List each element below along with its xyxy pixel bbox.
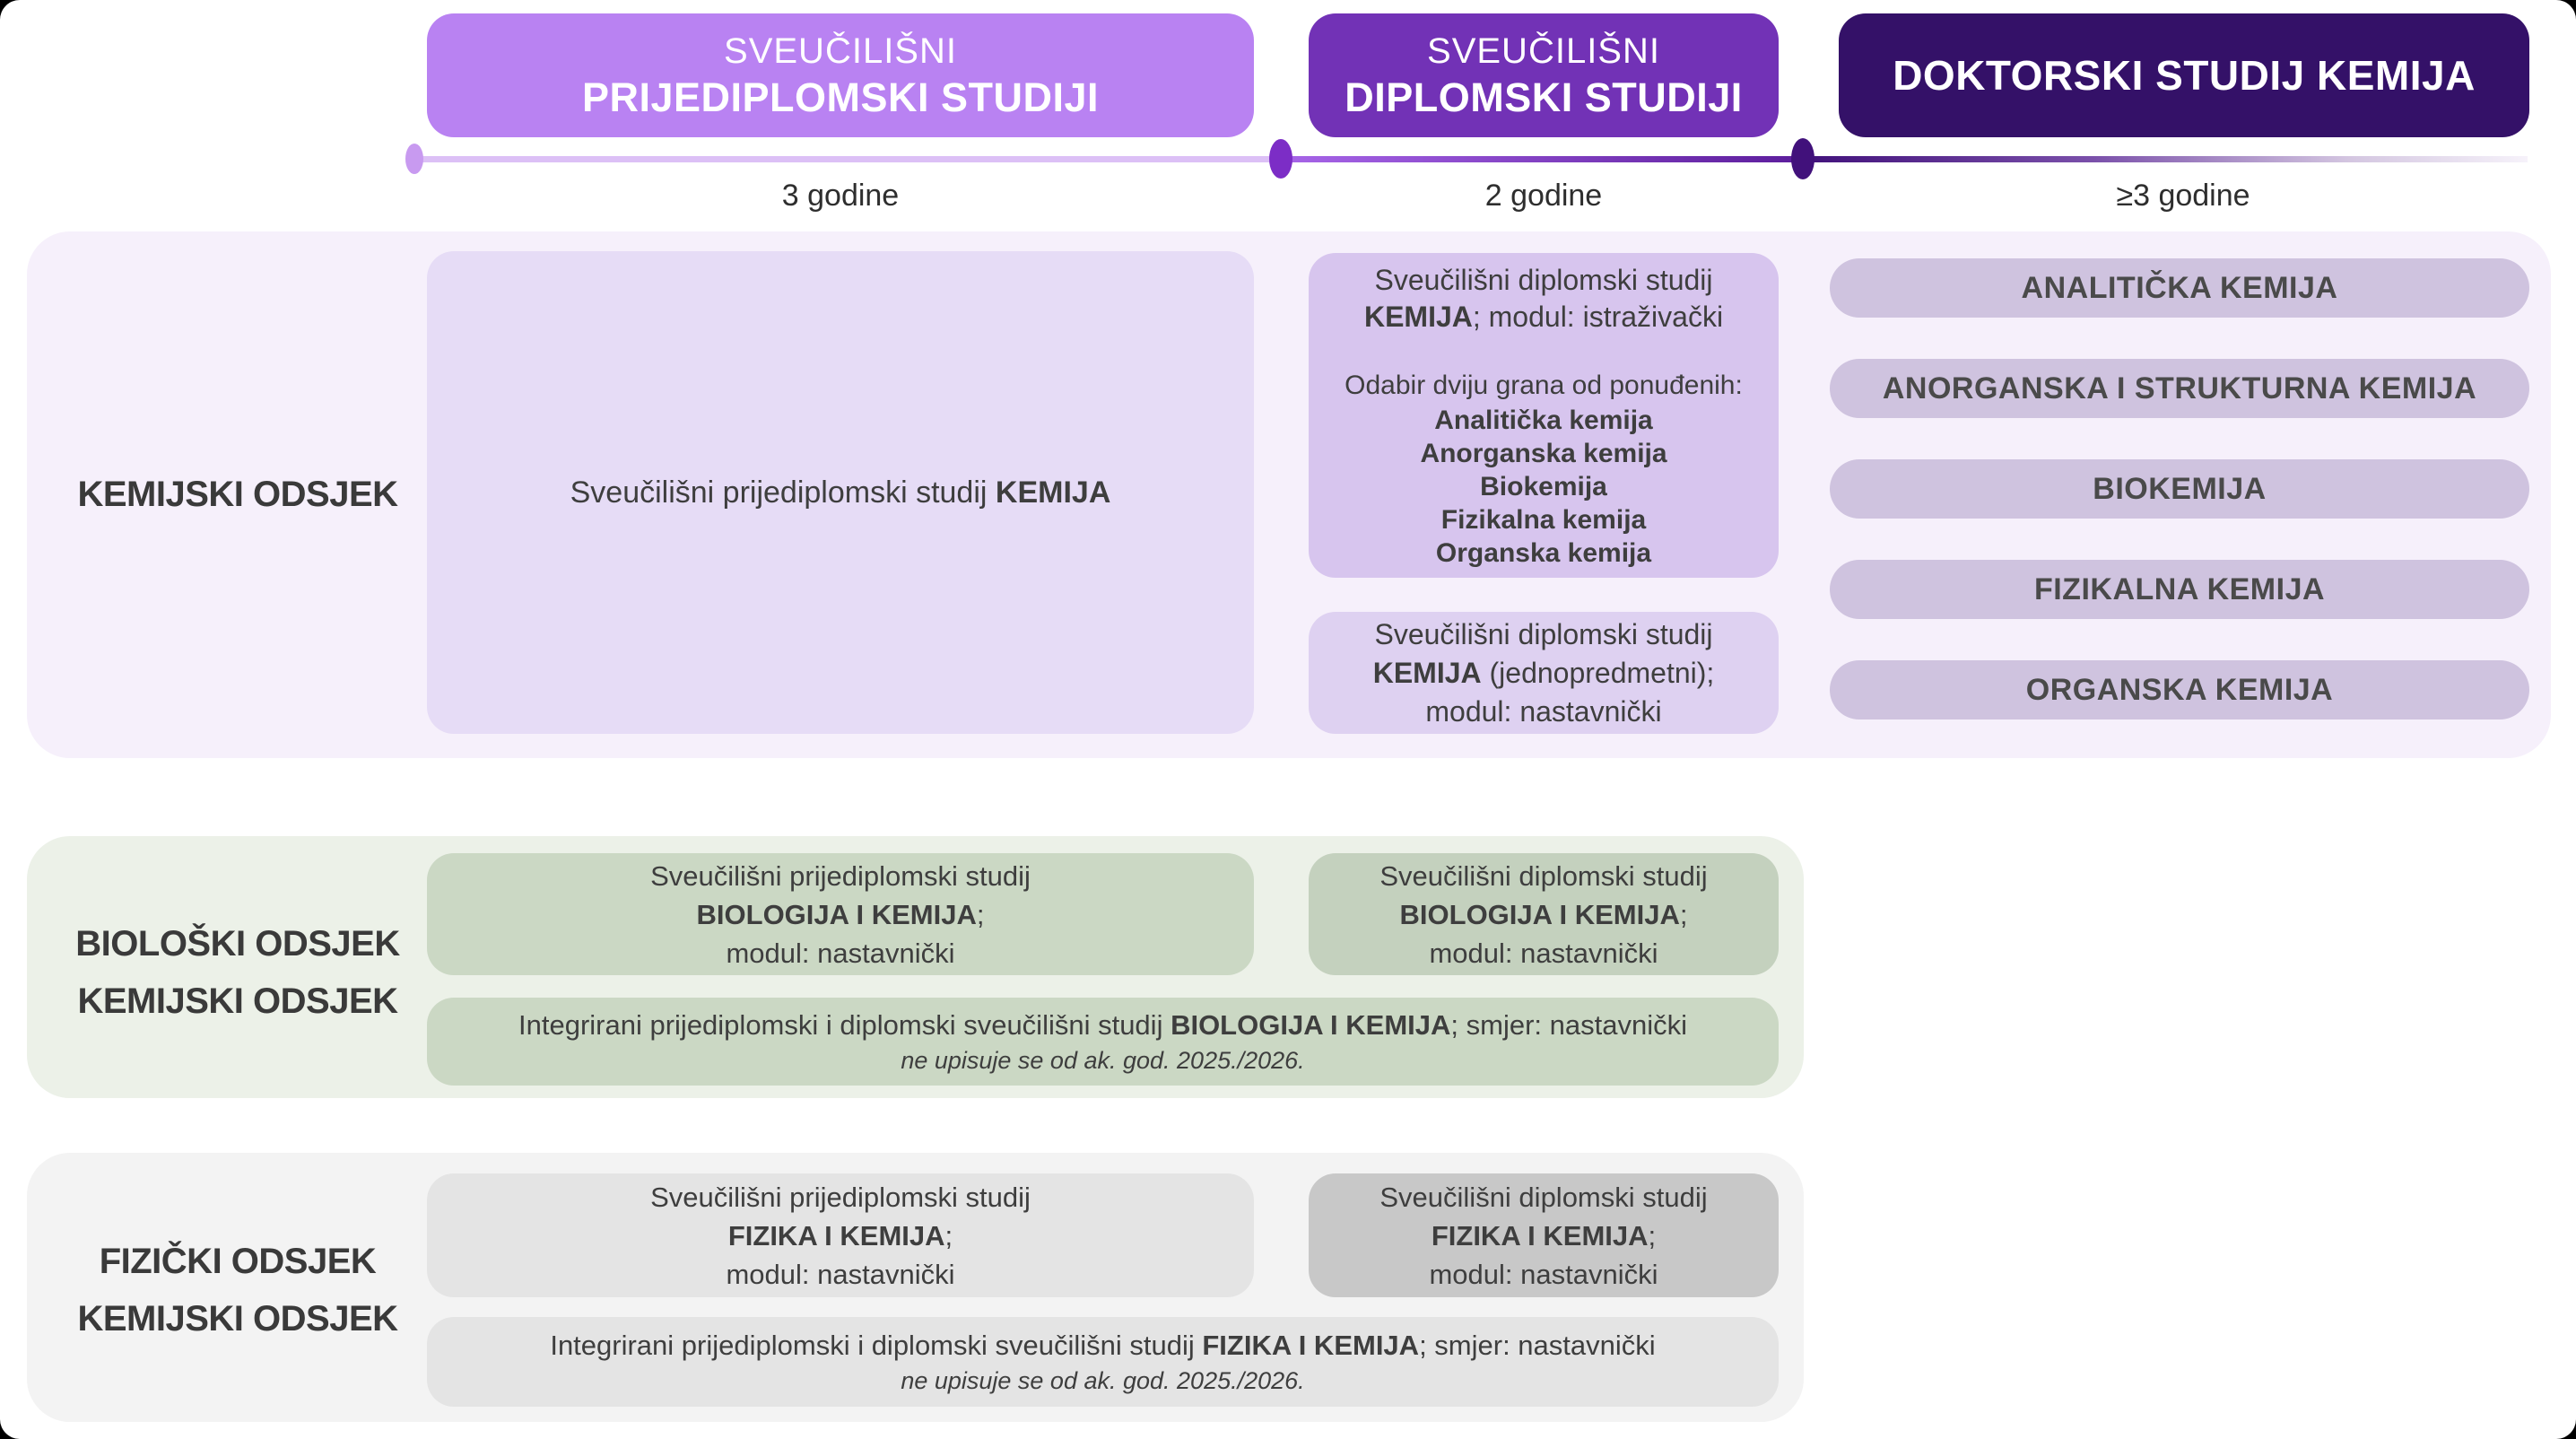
study-title-rest: ; smjer: nastavnički xyxy=(1419,1330,1656,1361)
header-diplomski-studiji xyxy=(1309,13,1779,137)
timeline-dot-start xyxy=(405,144,423,174)
timeline-dot-middle xyxy=(1269,139,1292,179)
header-doktorski-studij xyxy=(1839,13,2529,137)
row-label-bioloski-kemijski: KEMIJSKI ODSJEK xyxy=(77,981,398,1021)
branch-option: Fizikalna kemija xyxy=(1440,504,1647,535)
integrated-study-title xyxy=(518,1007,1687,1044)
study-title-bold: BIOLOGIJA I KEMIJA xyxy=(696,898,977,930)
study-title-bold: FIZIKA I KEMIJA xyxy=(1431,1219,1649,1251)
doctoral-branch-pill: ANORGANSKA I STRUKTURNA KEMIJA xyxy=(1830,359,2529,418)
study-title-bold: KEMIJA xyxy=(1372,656,1482,689)
doctoral-branch-pill: ORGANSKA KEMIJA xyxy=(1830,660,2529,720)
row-label-fizicki-kemijski: KEMIJSKI ODSJEK xyxy=(77,1299,398,1339)
study-subtitle xyxy=(728,1217,953,1255)
study-subtitle xyxy=(697,895,985,934)
study-title-bold: KEMIJA xyxy=(995,475,1111,510)
timeline-dot-end xyxy=(1791,138,1815,179)
doctoral-branch-pill: ANALITIČKA KEMIJA xyxy=(1830,258,2529,318)
branch-option-list xyxy=(1420,404,1667,570)
timeline-segment-2 xyxy=(1281,156,1803,162)
box-prijediplomski-biologija-kemija xyxy=(427,853,1254,975)
study-title-bold: BIOLOGIJA I KEMIJA xyxy=(1399,898,1680,930)
study-title: Sveučilišni prijediplomski studij xyxy=(650,1181,1031,1213)
study-title-bold: FIZIKA I KEMIJA xyxy=(1202,1330,1420,1361)
study-title-rest: ; xyxy=(976,898,985,930)
integrated-study-title xyxy=(550,1327,1655,1365)
box-diplomski-kemija-istrazivacki xyxy=(1309,253,1779,578)
duration-label-doktorski: ≥3 godine xyxy=(2116,179,2250,213)
box-prijediplomski-kemija xyxy=(427,251,1254,734)
study-subtitle xyxy=(1400,895,1688,934)
study-subtitle xyxy=(1432,1217,1656,1255)
study-title-rest: ; xyxy=(1679,898,1688,930)
study-title-bold: BIOLOGIJA I KEMIJA xyxy=(1171,1009,1451,1041)
study-title: Sveučilišni prijediplomski studij xyxy=(650,859,1031,892)
study-title-rest: ; smjer: nastavnički xyxy=(1450,1009,1687,1041)
branch-option: Analitička kemija xyxy=(1434,405,1653,435)
branch-option: Biokemija xyxy=(1480,471,1607,501)
study-module: modul: nastavnički xyxy=(1425,694,1662,728)
study-title-rest: ; xyxy=(1648,1219,1657,1251)
study-subtitle xyxy=(1373,654,1715,693)
study-module: modul: nastavnički xyxy=(1429,937,1658,969)
branch-choice-caption: Odabir dviju grana od ponuđenih: xyxy=(1345,370,1743,400)
study-title: Sveučilišni diplomski studij xyxy=(1379,859,1708,892)
doctoral-branch-list xyxy=(1830,258,2529,720)
duration-label-diplomski: 2 godine xyxy=(1484,179,1603,213)
study-title-text: Integrirani prijediplomski i diplomski sveučilišni studij xyxy=(550,1330,1203,1361)
study-title-bold: KEMIJA xyxy=(1363,300,1473,333)
study-title-rest: (jednopredmetni); xyxy=(1481,656,1715,689)
timeline-segment-3 xyxy=(1803,156,2528,162)
study-title-text: Sveučilišni diplomski studij xyxy=(1374,263,1713,296)
study-title-text: Sveučilišni prijediplomski studij xyxy=(570,475,996,510)
box-diplomski-kemija-nastavnicki xyxy=(1309,612,1779,734)
box-diplomski-fizika-kemija xyxy=(1309,1173,1779,1297)
box-integrirani-biologija-kemija xyxy=(427,998,1779,1086)
duration-label-prijediplomski: 3 godine xyxy=(781,179,900,213)
study-title: Sveučilišni diplomski studij xyxy=(1379,1181,1708,1213)
header-line1: SVEUČILIŠNI xyxy=(1427,31,1660,71)
timeline-segment-1 xyxy=(414,156,1281,162)
enrolment-note: ne upisuje se od ak. god. 2025./2026. xyxy=(901,1367,1305,1394)
row-label-kemijski-odsjek: KEMIJSKI ODSJEK xyxy=(77,475,398,514)
box-prijediplomski-fizika-kemija xyxy=(427,1173,1254,1297)
header-title: DOKTORSKI STUDIJ KEMIJA xyxy=(1893,51,2476,99)
branch-option: Organska kemija xyxy=(1435,537,1652,568)
doctoral-branch-pill: BIOKEMIJA xyxy=(1830,459,2529,519)
study-title xyxy=(1374,262,1712,299)
box-diplomski-biologija-kemija xyxy=(1309,853,1779,975)
study-module: modul: nastavnički xyxy=(726,937,955,969)
header-line2: DIPLOMSKI STUDIJI xyxy=(1345,74,1743,120)
study-title-text: Sveučilišni diplomski studij xyxy=(1374,617,1713,650)
box-integrirani-fizika-kemija xyxy=(427,1317,1779,1407)
header-prijediplomski-studiji xyxy=(427,13,1254,137)
header-line1: SVEUČILIŠNI xyxy=(724,31,957,71)
doctoral-branch-pill: FIZIKALNA KEMIJA xyxy=(1830,560,2529,619)
study-title-text: Integrirani prijediplomski i diplomski sveučilišni studij xyxy=(518,1009,1171,1041)
row-label-bioloski-odsjek: BIOLOŠKI ODSJEK xyxy=(75,924,400,964)
header-line2: PRIJEDIPLOMSKI STUDIJI xyxy=(581,74,1100,120)
study-module: modul: nastavnički xyxy=(1429,1258,1658,1290)
study-module: modul: nastavnički xyxy=(726,1258,955,1290)
study-title xyxy=(1374,615,1712,654)
study-title-rest: ; modul: istraživački xyxy=(1472,300,1724,333)
study-title-rest: ; xyxy=(944,1219,953,1251)
study-title-bold: FIZIKA I KEMIJA xyxy=(727,1219,945,1251)
study-subtitle xyxy=(1364,299,1723,336)
row-label-fizicki-odsjek: FIZIČKI ODSJEK xyxy=(99,1242,377,1281)
branch-option: Anorganska kemija xyxy=(1420,438,1667,468)
enrolment-note: ne upisuje se od ak. god. 2025./2026. xyxy=(901,1047,1305,1074)
study-title xyxy=(570,473,1111,512)
